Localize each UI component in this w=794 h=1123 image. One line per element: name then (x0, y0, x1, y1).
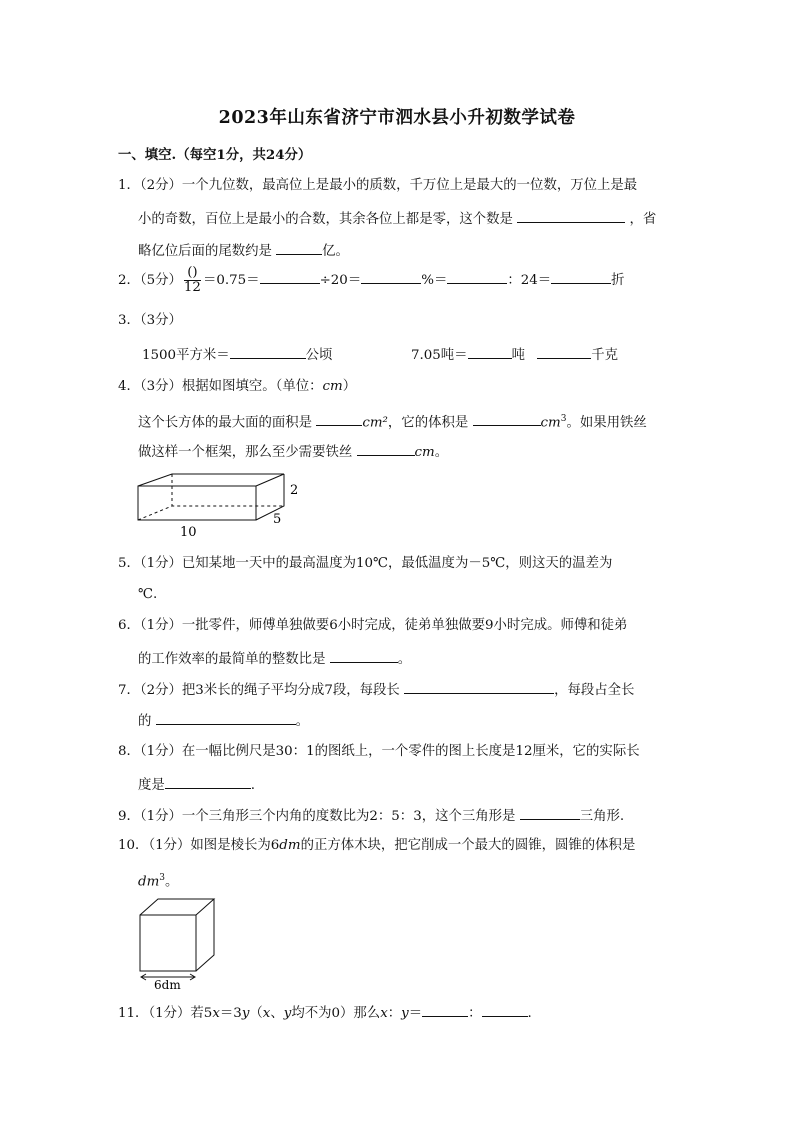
q4-unit: cm (322, 379, 343, 394)
q1-unit: 亿。 (322, 244, 349, 259)
q11-var-y3: y (401, 1006, 409, 1021)
q11-text-c: （ (249, 1006, 263, 1021)
q6-end: 。 (397, 652, 412, 667)
section-heading-text: 一、填空.（每空1分，共24分） (118, 147, 312, 163)
q11-line (118, 1003, 532, 1023)
q10-line2 (138, 869, 178, 891)
q8-line1: 8．（1分）在一幅比例尺是30：1的图纸上，一个零件的图上长度是12厘米，它的实际长 (118, 744, 640, 759)
q5-line2: ℃. (138, 587, 158, 602)
q4-unit-length: cm (414, 445, 435, 460)
q2-blank-2[interactable] (361, 270, 421, 284)
q1-answer-blank-2[interactable] (276, 241, 322, 255)
q3-text-a1: 1500平方米＝ (142, 348, 230, 363)
q8-blank[interactable] (165, 775, 251, 789)
q7-line2 (138, 711, 309, 731)
q6-blank[interactable] (330, 649, 398, 663)
cube-figure (130, 893, 230, 993)
q11-text-i: . (527, 1006, 532, 1021)
q7-line1 (118, 680, 634, 700)
fraction-numerator: () (184, 266, 201, 281)
q2-line (118, 266, 625, 295)
q2-blank-4[interactable] (551, 270, 611, 284)
q10-text-1: 10．（1分）如图是棱长为6 (118, 838, 280, 853)
q10-unit-volume: dm (138, 874, 160, 890)
q2-fraction (184, 266, 201, 295)
q11-text-b: ＝3 (219, 1006, 242, 1021)
q3-label: 3．（3分） (118, 313, 182, 328)
q11-var-x2: x (262, 1006, 271, 1021)
q10-text-2: 的正方体木块，把它削成一个最大的圆锥，圆锥的体积是 (300, 838, 636, 853)
q9-line (118, 806, 624, 826)
q2-text-2: ÷20＝ (319, 273, 362, 288)
q4-line1 (118, 378, 356, 396)
q8-text: 度是 (138, 778, 165, 793)
q1-text-2: 略亿位后面的尾数约是 (138, 244, 272, 259)
q8-line2 (138, 775, 255, 795)
q3-text-b2: 吨 (511, 348, 525, 363)
q9-text: 9．（1分）一个三角形三个内角的度数比为2：5：3，这个三角形是 (118, 809, 516, 824)
q1-line2 (138, 209, 656, 229)
q5-line1: 5．（1分）已知某地一天中的最高温度为10℃，最低温度为－5℃，则这天的温差为 (118, 556, 613, 571)
q1-line1: 1．（2分）一个九位数，最高位上是最小的质数，千万位上是最大的一位数，万位上是最 (118, 178, 638, 193)
q11-var-y1: y (241, 1006, 250, 1021)
q9-end: 三角形. (579, 809, 625, 824)
q3-blank-2[interactable] (468, 345, 512, 359)
q4-text-5: 。 (434, 445, 449, 460)
q9-blank[interactable] (520, 806, 580, 820)
q7-text-3: 的 (138, 714, 152, 729)
q1-text: 小的奇数，百位上是最小的合数，其余各位上都是零，这个数是 (138, 212, 513, 227)
q3-text-b1: 7.05吨＝ (410, 348, 468, 363)
q4-line3 (138, 442, 448, 462)
q11-blank-1[interactable] (422, 1003, 468, 1017)
q4-text-2: ，它的体积是 (387, 415, 469, 431)
q11-text-f: ： (387, 1006, 402, 1021)
cuboid-length-label: 10 (180, 525, 197, 540)
q7-text-1: 7．（2分）把3米长的绳子平均分成7段，每段长 (118, 683, 400, 698)
cuboid-top-face (138, 474, 284, 486)
q1-text-end: ，省 (629, 212, 657, 227)
q11-var-x1: x (212, 1006, 220, 1021)
q6-text: 的工作效率的最简单的整数比是 (138, 652, 326, 667)
q4-text-4: 做这样一个框架，那么至少需要铁丝 (138, 445, 353, 460)
q11-text-d: 、 (270, 1006, 284, 1021)
cuboid-figure (130, 468, 320, 540)
q4-label: 4．（3分）根据如图填空。（单位： (118, 379, 323, 394)
q3-blank-3[interactable] (537, 345, 591, 359)
q2-text-3: %＝ (421, 273, 448, 288)
cuboid-front-face (138, 486, 256, 520)
q2-text-4: ：24＝ (507, 273, 552, 288)
q2-label: 2．（5分） (118, 273, 182, 288)
fraction-denominator: 12 (183, 280, 201, 295)
q4-line2 (138, 410, 647, 432)
cube-top-face (140, 899, 214, 915)
q11-var-y2: y (283, 1006, 292, 1021)
q4-unit-exp: 3 (560, 414, 567, 424)
q11-text-a: 11．（1分）若5 (118, 1006, 213, 1021)
q4-unit-volume: cm (540, 415, 561, 431)
q6-line2 (138, 649, 411, 669)
q11-text-h: ： (468, 1006, 482, 1021)
q11-var-x3: x (380, 1006, 388, 1021)
q4-blank-1[interactable] (316, 412, 362, 426)
q4-text-3: 。如果用铁丝 (566, 415, 647, 431)
q7-end: 。 (295, 714, 310, 729)
q7-blank-1[interactable] (404, 680, 554, 694)
q10-end: 。 (165, 874, 179, 890)
cuboid-height-label: 2 (290, 483, 299, 498)
q3-text-b3: 千克 (591, 348, 618, 363)
q10-line1 (118, 837, 635, 855)
cube-side-face (196, 899, 214, 971)
q6-line1: 6．（1分）一批零件，师傅单独做要6小时完成，徒弟单独做要9小时完成。师傅和徒弟 (118, 618, 628, 633)
q2-blank-1[interactable] (260, 270, 320, 284)
cuboid-width-label: 5 (273, 512, 282, 527)
q3-conversions (142, 345, 618, 365)
q1-line3 (138, 241, 349, 261)
q4-blank-3[interactable] (357, 442, 415, 456)
exam-title: 2023年山东省济宁市泗水县小升初数学试卷 (218, 108, 576, 128)
q11-text-e: 均不为0）那么 (291, 1006, 381, 1021)
q8-end: . (250, 778, 256, 793)
q4-unit-area: cm² (362, 415, 388, 431)
q2-blank-3[interactable] (447, 270, 507, 284)
section-heading (118, 146, 311, 165)
q11-blank-2[interactable] (482, 1003, 528, 1017)
q4-text-1: 这个长方体的最大面的面积是 (138, 415, 313, 431)
q7-text-2: ，每段占全长 (554, 683, 635, 698)
cube-dimension-label: 6dm (154, 978, 181, 992)
q2-text-1: ＝0.75＝ (202, 273, 260, 288)
q11-text-g: ＝ (408, 1006, 423, 1021)
q3-blank-1[interactable] (230, 345, 306, 359)
q10-unit: dm (279, 838, 301, 853)
q3-text-a2: 公顷 (305, 348, 333, 363)
q2-text-5: 折 (611, 273, 625, 288)
q1-answer-blank-1[interactable] (517, 209, 625, 223)
q10-unit-exp: 3 (159, 873, 166, 883)
q4-close: ） (342, 379, 357, 394)
q4-blank-2[interactable] (473, 412, 541, 426)
cuboid-hidden-edges (138, 506, 284, 520)
cube-front-face (140, 915, 196, 971)
q7-blank-2[interactable] (156, 711, 296, 725)
